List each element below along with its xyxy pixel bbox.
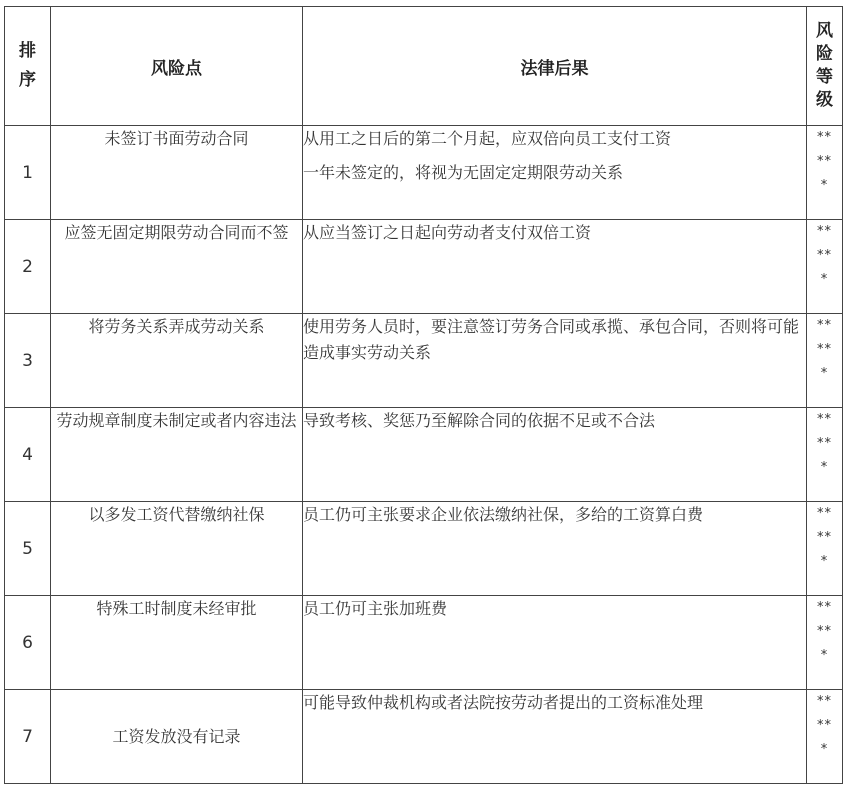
risk-level-stars: **: [817, 412, 832, 427]
consequence-line: 导致考核、奖惩乃至解除合同的依据不足或不合法: [303, 411, 656, 430]
header-level-char: 险: [816, 44, 833, 64]
risk-level-stars: *: [820, 648, 829, 663]
rank-cell: 7: [5, 690, 51, 784]
consequence-line: 员工仍可主张加班费: [303, 599, 448, 618]
risk-level-stars: **: [817, 318, 832, 333]
rank-cell: 3: [5, 314, 51, 408]
risk-level-stars: *: [820, 366, 829, 381]
header-risk-level: [807, 7, 843, 126]
risk-level-cell: [807, 220, 843, 314]
table-body: [5, 126, 843, 784]
risk-level-stars: **: [817, 248, 832, 263]
risk-level-stars: *: [820, 742, 829, 757]
header-rank: [5, 7, 51, 126]
risk-level-stars: *: [820, 460, 829, 475]
risk-point-cell: 未签订书面劳动合同: [51, 126, 303, 220]
table-row: [5, 314, 843, 408]
consequence-line: 从应当签订之日起向劳动者支付双倍工资: [303, 223, 592, 242]
header-rank-char: 序: [19, 70, 36, 90]
rank-cell: 6: [5, 596, 51, 690]
table-row: [5, 126, 843, 220]
table-row: [5, 408, 843, 502]
table-row: [5, 502, 843, 596]
risk-level-stars: **: [817, 624, 832, 639]
rank-cell: 2: [5, 220, 51, 314]
consequence-cell: [303, 314, 807, 408]
risk-level-stars: **: [817, 506, 832, 521]
header-legal-consequence: 法律后果: [303, 7, 807, 126]
rank-cell: 4: [5, 408, 51, 502]
consequence-cell: [303, 690, 807, 784]
consequence-cell: [303, 596, 807, 690]
risk-level-stars: *: [820, 178, 829, 193]
risk-level-cell: [807, 596, 843, 690]
header-level-char: 等: [816, 67, 833, 87]
risk-level-stars: **: [817, 530, 832, 545]
consequence-line: 从用工之日后的第二个月起，应双倍向员工支付工资: [303, 129, 672, 148]
risk-level-stars: **: [817, 436, 832, 451]
risk-level-stars: **: [817, 342, 832, 357]
table-header: [5, 7, 843, 126]
consequence-line: 一年未签定的，将视为无固定定期限劳动关系: [303, 163, 624, 182]
table-row: [5, 690, 843, 784]
header-rank-char: 排: [19, 41, 36, 61]
risk-level-stars: **: [817, 130, 832, 145]
risk-level-stars: *: [820, 272, 829, 287]
header-row: [5, 7, 843, 126]
risk-point-cell: 将劳务关系弄成劳动关系: [51, 314, 303, 408]
risk-point-cell: 应签无固定期限劳动合同而不签: [51, 220, 303, 314]
risk-point-cell: 以多发工资代替缴纳社保: [51, 502, 303, 596]
risk-level-stars: **: [817, 224, 832, 239]
risk-level-cell: [807, 314, 843, 408]
risk-level-stars: **: [817, 694, 832, 709]
header-risk-point: 风险点: [51, 7, 303, 126]
risk-point-cell: 劳动规章制度未制定或者内容违法: [51, 408, 303, 502]
rank-cell: 5: [5, 502, 51, 596]
risk-level-cell: [807, 690, 843, 784]
table-row: [5, 220, 843, 314]
consequence-cell: [303, 502, 807, 596]
consequence-line: 可能导致仲裁机构或者法院按劳动者提出的工资标准处理: [303, 693, 704, 712]
consequence-line: 员工仍可主张要求企业依法缴纳社保，多给的工资算白费: [303, 505, 704, 524]
risk-point-cell: 特殊工时制度未经审批: [51, 596, 303, 690]
header-level-char: 级: [816, 90, 833, 110]
risk-table: [4, 6, 843, 784]
risk-level-stars: **: [817, 154, 832, 169]
consequence-line: 使用劳务人员时，要注意签订劳务合同或承揽、承包合同，否则将可能造成事实劳动关系: [303, 317, 800, 362]
rank-cell: 1: [5, 126, 51, 220]
consequence-cell: [303, 408, 807, 502]
risk-level-stars: **: [817, 600, 832, 615]
risk-level-stars: *: [820, 554, 829, 569]
risk-level-stars: **: [817, 718, 832, 733]
table-row: [5, 596, 843, 690]
risk-level-cell: [807, 502, 843, 596]
risk-level-cell: [807, 126, 843, 220]
consequence-cell: [303, 126, 807, 220]
consequence-cell: [303, 220, 807, 314]
risk-level-cell: [807, 408, 843, 502]
risk-point-cell: 工资发放没有记录: [51, 690, 303, 784]
header-level-char: 风: [816, 21, 833, 41]
